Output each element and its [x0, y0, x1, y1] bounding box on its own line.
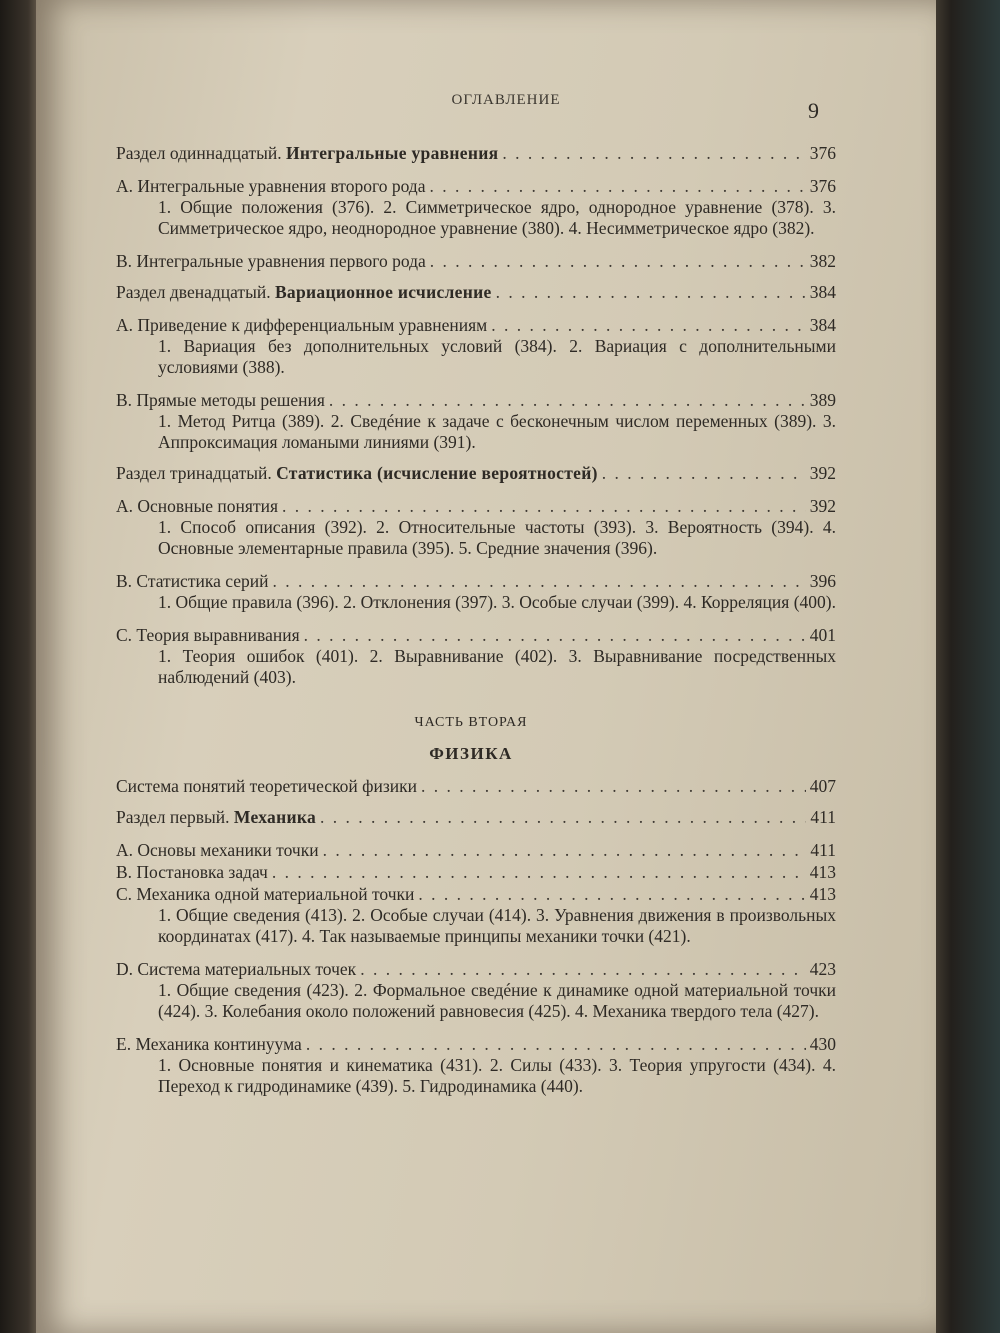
entry-page-number: 407 — [809, 776, 836, 796]
toc-subsection-entry — [116, 251, 836, 272]
entry-page-number: 384 — [809, 282, 836, 302]
entry-title: A. Основные понятия — [116, 496, 279, 516]
section-prefix: Раздел первый. — [116, 807, 230, 827]
entry-page-number: 376 — [809, 176, 836, 196]
section-title: Вариационное исчисление — [274, 282, 492, 302]
entry-description: 1. Способ описания (392). 2. Относительные частоты (393). 3. Вероятность (394). 4. Основные элементарные правила (395). 5. Средние значения (396). — [158, 517, 836, 558]
entry-title: A. Интегральные уравнения второго рода — [116, 176, 426, 196]
section-title: Интегральные уравнения — [286, 143, 499, 163]
dot-leader — [306, 1034, 806, 1055]
toc-subsection-entry — [116, 315, 836, 378]
table-of-contents — [116, 133, 836, 1097]
section-heading — [116, 807, 316, 828]
desk-background-left — [0, 0, 40, 1333]
section-heading — [116, 143, 498, 164]
dot-leader — [272, 571, 805, 592]
toc-subsection-entry — [116, 496, 836, 559]
toc-section-entry — [116, 807, 836, 828]
entry-page-number: 376 — [809, 143, 836, 163]
entry-title: A. Основы механики точки — [116, 840, 319, 860]
book-page — [36, 0, 936, 1333]
toc-row — [116, 282, 836, 303]
toc-subsection-entry — [116, 840, 836, 861]
entry-title: B. Постановка задач — [116, 862, 268, 882]
entry-description: 1. Общие сведения (413). 2. Особые случаи (414). 3. Уравнения движения в произвольных координатах (417). 4. Так называемые принципы механики точки (421). — [158, 905, 836, 946]
entry-page-number: 389 — [809, 390, 836, 410]
entry-description: 1. Вариация без дополнительных условий (384). 2. Вариация с дополнительными условиями (388). — [158, 336, 836, 377]
entry-description: 1. Метод Ритца (389). 2. Сведéние к задаче с бесконечным числом переменных (389). 3. Аппроксимация ломаными линиями (391). — [158, 411, 836, 452]
toc-row — [116, 463, 836, 484]
dot-leader — [496, 282, 806, 303]
entry-title: B. Прямые методы решения — [116, 390, 325, 410]
toc-row — [116, 884, 836, 905]
entry-description: 1. Общие положения (376). 2. Симметрическое ядро, однородное уравнение (378). 3. Симметрическое ядро, неоднородное уравнение (380). 4. Несимметрическое ядро (382). — [158, 197, 836, 238]
entry-description: 1. Основные понятия и кинематика (431). 2. Силы (433). 3. Теория упругости (434). 4. Переход к гидродинамике (439). 5. Гидродинамика (440). — [158, 1055, 836, 1096]
entry-page-number: 423 — [809, 959, 836, 979]
section-title: Механика — [233, 807, 317, 827]
entry-title: E. Механика континуума — [116, 1034, 302, 1054]
toc-subsection-entry — [116, 862, 836, 883]
toc-row — [116, 143, 836, 164]
toc-section-entry — [116, 143, 836, 164]
desk-background-right — [930, 0, 1000, 1333]
entry-page-number: 396 — [809, 571, 836, 591]
section-heading — [116, 463, 598, 484]
entry-description: 1. Общие правила (396). 2. Отклонения (397). 3. Особые случаи (399). 4. Корреляция (400). — [158, 592, 836, 612]
toc-row — [116, 625, 836, 646]
entry-page-number: 430 — [809, 1034, 836, 1054]
toc-row — [116, 959, 836, 980]
toc-subsection-entry — [116, 959, 836, 1022]
toc-subsection-entry — [116, 390, 836, 453]
section-title: Статистика (исчисление вероятностей) — [276, 463, 598, 483]
entry-page-number: 392 — [809, 496, 836, 516]
dot-leader — [320, 807, 806, 828]
entry-title: D. Система материальных точек — [116, 959, 357, 979]
entry-title: B. Интегральные уравнения первого рода — [116, 251, 426, 271]
entry-page-number: 392 — [809, 463, 836, 483]
toc-row — [116, 1034, 836, 1055]
entry-description: 1. Общие сведения (423). 2. Формальное сведéние к динамике одной материальной точки (424). 3. Колебания около положений равновесия (425). 4. Механика твердого тела (427). — [158, 980, 836, 1021]
dot-leader — [491, 315, 806, 336]
entry-description: 1. Теория ошибок (401). 2. Выравнивание (402). 3. Выравнивание посредственных наблюдений (403). — [158, 646, 836, 687]
part-title: ФИЗИКА — [429, 744, 513, 763]
toc-subsection-entry — [116, 884, 836, 947]
toc-section-entry — [116, 282, 836, 303]
section-prefix: Раздел двенадцатый. — [116, 282, 271, 302]
dot-leader — [418, 884, 805, 905]
entry-page-number: 411 — [810, 840, 836, 860]
toc-section-entry — [116, 463, 836, 484]
section-heading — [116, 282, 492, 303]
entry-title: B. Статистика серий — [116, 571, 269, 591]
toc-row — [116, 862, 836, 883]
entry-title: C. Теория выравнивания — [116, 625, 300, 645]
section-prefix: Раздел одиннадцатый. — [116, 143, 282, 163]
dot-leader — [429, 176, 805, 197]
toc-row — [116, 390, 836, 411]
part-label: ЧАСТЬ ВТОРАЯ — [414, 715, 528, 730]
toc-row — [116, 807, 836, 828]
toc-subsection-entry — [116, 1034, 836, 1097]
toc-row — [116, 251, 836, 272]
entry-page-number: 401 — [809, 625, 836, 645]
entry-page-number: 411 — [810, 807, 836, 827]
dot-leader — [323, 840, 807, 861]
entry-page-number: 384 — [809, 315, 836, 335]
toc-part-two — [116, 776, 836, 1097]
entry-page-number: 413 — [809, 884, 836, 904]
section-prefix: Раздел тринадцатый. — [116, 463, 272, 483]
entry-title: A. Приведение к дифференциальным уравнениям — [116, 315, 488, 335]
toc-row — [116, 840, 836, 861]
entry-page-number: 413 — [809, 862, 836, 882]
toc-row — [116, 315, 836, 336]
toc-row — [116, 496, 836, 517]
dot-leader — [360, 959, 806, 980]
dot-leader — [272, 862, 806, 883]
toc-row — [116, 776, 836, 797]
dot-leader — [421, 776, 806, 797]
page-number: 9 — [808, 98, 819, 123]
toc-subsection-entry — [116, 625, 836, 688]
toc-row — [116, 176, 836, 197]
dot-leader — [430, 251, 806, 272]
toc-part-one — [116, 143, 836, 688]
toc-row — [116, 571, 836, 592]
dot-leader — [304, 625, 806, 646]
toc-plain-entry — [116, 776, 836, 797]
entry-title: Система понятий теоретической физики — [116, 776, 418, 796]
dot-leader — [602, 463, 806, 484]
dot-leader — [329, 390, 806, 411]
entry-page-number: 382 — [809, 251, 836, 271]
running-title: ОГЛАВЛЕНИЕ — [451, 92, 561, 108]
dot-leader — [502, 143, 805, 164]
dot-leader — [282, 496, 806, 517]
toc-subsection-entry — [116, 571, 836, 613]
entry-title: C. Механика одной материальной точки — [116, 884, 415, 904]
toc-subsection-entry — [116, 176, 836, 239]
